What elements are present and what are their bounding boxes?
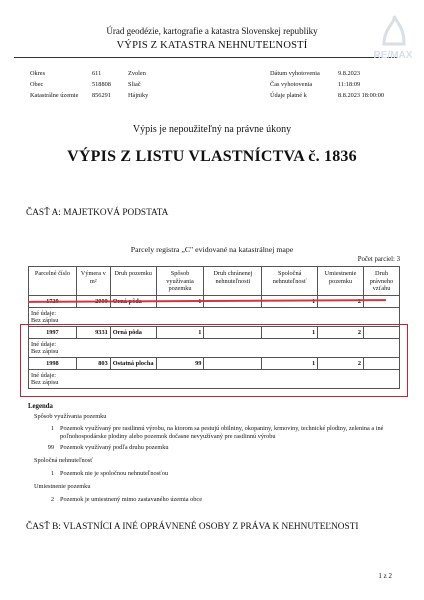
col-header-relation: Druh právneho vzťahu: [364, 267, 400, 296]
meta-row: [0, 81, 424, 91]
parcel-kind: Orná pôda: [110, 296, 156, 308]
meta-code: 856291: [92, 92, 111, 99]
meta-name: Hájniky: [128, 92, 149, 99]
meta-right-value: 9.8.2023: [338, 70, 361, 77]
section-a-heading: ČASŤ A: MAJETKOVÁ PODSTATA: [26, 208, 169, 218]
col-header-placement: Umiestnenie pozemku: [318, 267, 364, 296]
meta-label: Obec: [30, 81, 44, 88]
legend-code: 99: [47, 444, 54, 451]
table-title: Parcely registra „C" evidované na katastrálnej mape: [130, 245, 294, 254]
parcel-placement: 2: [318, 296, 364, 308]
legend-item: [28, 425, 408, 441]
legend-placement-title: Umiestnenie pozemku: [34, 483, 91, 490]
meta-right-value: 8.8.2023 18:00:00: [338, 92, 385, 99]
parcel-number: 1997: [29, 327, 77, 339]
col-header-area: Výmera v m²: [76, 267, 110, 296]
legend-code: 1: [50, 470, 54, 477]
meta-name: Sliač: [128, 81, 141, 88]
legend-code: 2: [50, 496, 54, 503]
parcel-use: 1: [156, 327, 204, 339]
parcel-area: 9331: [76, 327, 110, 339]
meta-right-value: 11:18:09: [338, 81, 361, 88]
parcel-common: 1: [262, 358, 318, 370]
meta-code: 611: [92, 70, 102, 77]
invalidity-notice: Výpis je nepoužiteľný na právne úkony: [132, 124, 292, 135]
meta-right-label: Dátum vyhotovenia: [270, 70, 320, 77]
meta-code: 518808: [92, 81, 111, 88]
meta-row: [0, 70, 424, 80]
parcel-area: 2000: [76, 296, 110, 308]
parcel-common: 1: [262, 327, 318, 339]
legend-common-title: Spoločná nehnuteľnosť: [34, 457, 93, 464]
note-value: Bez zápisu: [31, 348, 59, 355]
meta-block: [0, 70, 424, 106]
parcel-kind: Ostatná plocha: [110, 358, 156, 370]
parcel-use: 99: [156, 358, 204, 370]
legend-text: Pozemok nie je spoločnou nehnuteľnosťou: [60, 470, 169, 477]
legend: [28, 403, 408, 503]
page-number: 1 z 2: [378, 572, 392, 580]
col-header-kind: Druh pozemku: [110, 267, 156, 296]
parcel-number: 1720: [29, 296, 77, 308]
logo-text: RE/MAX: [373, 50, 413, 61]
col-header-protected: Druh chránenej nehnuteľnosti: [204, 267, 262, 296]
legend-item: [28, 444, 408, 451]
document-type: VÝPIS Z KATASTRA NEHNUTEĽNOSTÍ: [116, 40, 308, 51]
meta-label: Katastrálne územie: [30, 92, 79, 99]
parcel-area: 803: [76, 358, 110, 370]
meta-name: Zvolen: [128, 70, 146, 77]
office-name: Úrad geodézie, kartografie a katastra Slovenskej republiky: [106, 26, 318, 36]
table-header-row: [29, 267, 400, 296]
parcel-placement: 2: [318, 358, 364, 370]
meta-label: Okres: [30, 70, 46, 77]
parcel-common: 1: [262, 296, 318, 308]
legend-text: Pozemok je umiestnený mimo zastavaného územia obce: [60, 496, 202, 503]
document-title: VÝPIS Z LISTU VLASTNÍCTVA č. 1836: [67, 148, 357, 165]
meta-row: [0, 92, 424, 102]
note-value: Bez zápisu: [31, 317, 59, 324]
parcel-relation: [364, 296, 400, 308]
legend-code: 1: [50, 425, 54, 432]
note-label: Iné údaje:: [31, 310, 56, 317]
legend-title: Legenda: [28, 403, 53, 410]
legend-text: Pozemok využívaný podľa druhu pozemku: [60, 444, 169, 451]
note-label: Iné údaje:: [31, 341, 56, 348]
legend-text: Pozemok využívaný pre rastlinnú výrobu, na ktorom sa pestujú obilniny, okopaniny, krmoviny, technické plodiny, zelenina a iné poľnohospodárske plodiny alebo pozemok dočasne nevyužívaný pre rastlinnú výrobu: [60, 425, 384, 440]
col-header-use: Spôsob využívania pozemku: [156, 267, 204, 296]
parcel-number: 1998: [29, 358, 77, 370]
legend-item: [28, 496, 408, 503]
remax-logo: [364, 14, 422, 72]
parcel-use: 1: [156, 296, 204, 308]
parcel-placement: 2: [318, 327, 364, 339]
meta-right-label: Údaje platné k: [270, 92, 307, 99]
note-value: Bez zápisu: [31, 379, 59, 386]
header-divider: [14, 57, 398, 58]
section-b-heading: ČASŤ B: VLASTNÍCI A INÉ OPRÁVNENÉ OSOBY Z PRÁVA K NEHNUTEĽNOSTI: [26, 522, 359, 532]
parcel-count: Počet parciel: 3: [357, 256, 400, 263]
col-header-parcel: Parcelné číslo: [29, 267, 77, 296]
col-header-common: Spoločná nehnuteľnosť: [262, 267, 318, 296]
legend-use-title: Spôsob využívania pozemku: [34, 413, 107, 420]
parcel-kind: Orná pôda: [110, 327, 156, 339]
highlight-box: [20, 324, 408, 397]
legend-item: [28, 470, 408, 477]
meta-right-label: Čas vyhotovenia: [270, 81, 313, 88]
note-label: Iné údaje:: [31, 372, 56, 379]
